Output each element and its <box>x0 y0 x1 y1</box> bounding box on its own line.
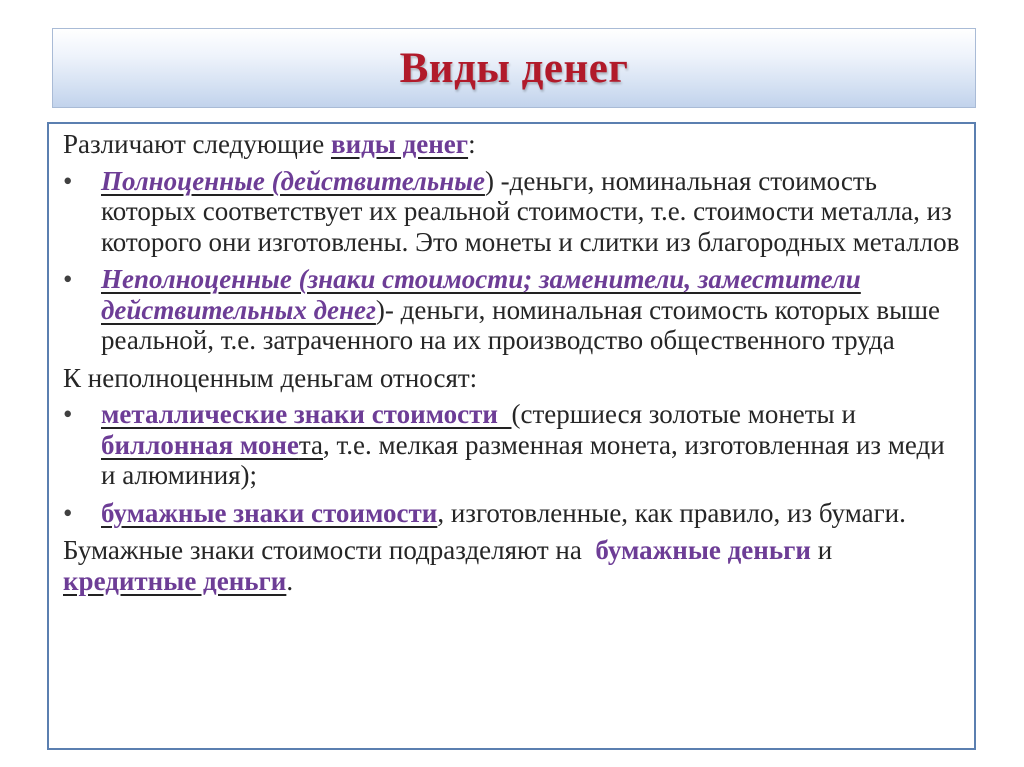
metal-tokens-term: металлические знаки стоимости <box>101 399 512 429</box>
credit-money-term: кредитные деньги <box>63 565 287 596</box>
metal-tokens-text-2: , т.е. мелкая разменная монета, изготовленная из меди и алюминия); <box>101 429 945 490</box>
intro-paragraph <box>63 129 964 160</box>
paper-tokens-text: , изготовленные, как правило, из бумаги. <box>437 497 906 528</box>
title-banner <box>52 28 976 108</box>
paper-tokens-term: бумажные знаки стоимости <box>101 497 438 528</box>
bullet-mark: • <box>63 165 73 196</box>
bullet-full-value <box>63 166 964 258</box>
slide-title: Виды денег <box>399 44 629 92</box>
conclusion-text-1: Бумажные знаки стоимости подразделяют на <box>63 535 596 565</box>
conclusion-text-2: и <box>810 535 833 565</box>
conclusion-text-3: . <box>286 565 294 596</box>
content-panel <box>47 122 976 750</box>
partial-value-term: Неполноценные (знаки стоимости; заменители, заместители действительных денег <box>101 264 861 325</box>
conclusion-paragraph <box>63 535 964 596</box>
bullet-mark: • <box>63 264 73 294</box>
content-body <box>63 129 964 602</box>
bullet-partial-value <box>63 264 964 356</box>
metal-tokens-text-1: (стершиеся золотые монеты и <box>511 399 856 429</box>
intro-term: виды денег <box>330 129 469 159</box>
bullet-paper-tokens <box>63 498 964 529</box>
full-value-term: Полноценные (действительные <box>101 165 485 196</box>
billon-coin-term-plain: та <box>298 429 324 460</box>
bullet-metal-tokens <box>63 399 964 491</box>
partial-intro: К неполноценным деньгам относят: <box>63 362 478 393</box>
full-value-text: ) -деньги, номинальная стоимость которых соответствует их реальной стоимости, т.е. стоимости металла, из которого они изготовлены. Это монеты и слитки из благородных металлов <box>101 165 960 257</box>
partial-value-text: )- деньги, номинальная стоимость которых выше реальной, т.е. затраченного на их производство общественного труда <box>101 294 941 355</box>
intro-text-before: Различают следующие <box>63 129 331 159</box>
billon-coin-term-bold: биллонная моне <box>101 429 299 460</box>
intro-text-after: : <box>468 129 476 159</box>
paper-money-term: бумажные деньги <box>595 535 811 565</box>
bullet-mark: • <box>63 497 73 528</box>
bullet-mark: • <box>63 399 73 429</box>
